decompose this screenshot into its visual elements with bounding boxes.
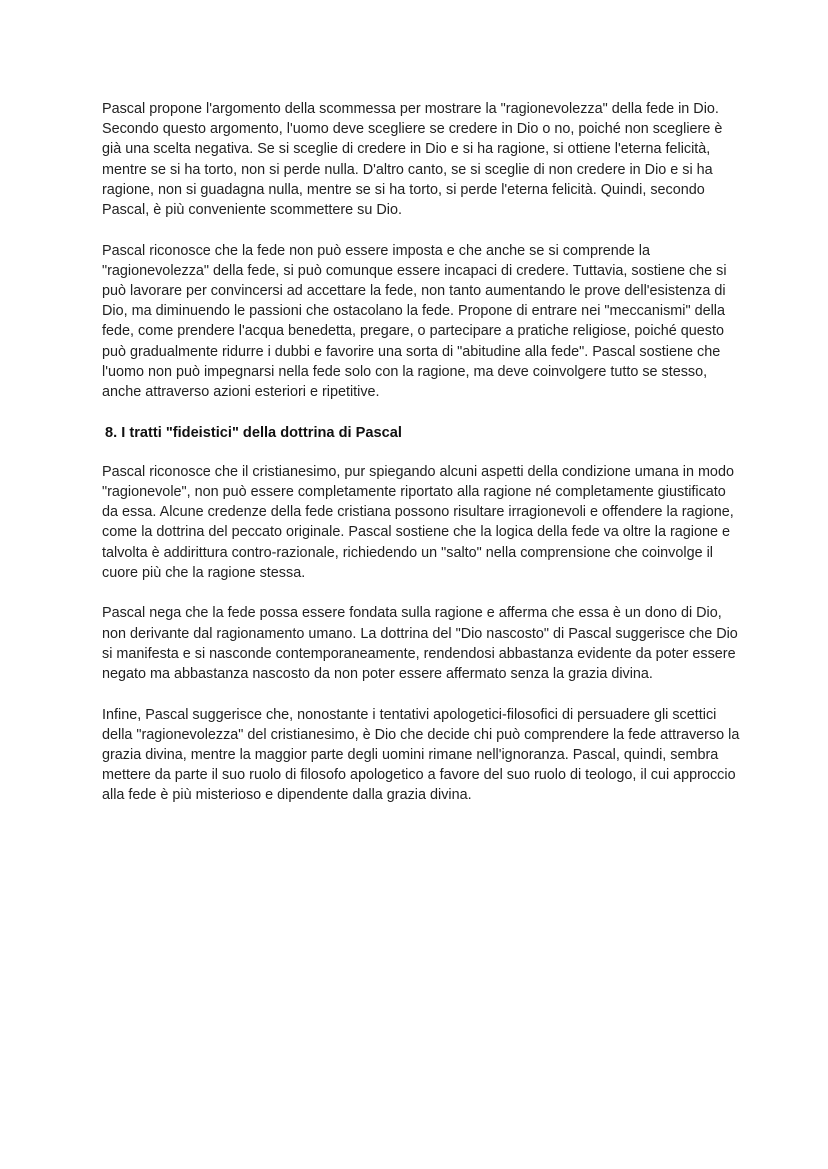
paragraph-divine-grace: Infine, Pascal suggerisce che, nonostante i tentativi apologetici-filosofici di persuadere gli scettici della "ragionevolezza" del cristianesimo, è Dio che decide chi può comprendere la fede attraverso la grazia divina, mentre la maggior parte degli uomini rimane nell'ignoranza. Pascal, quindi, sembra mettere da parte il suo ruolo di filosofo apologetico a favore del suo ruolo di teologo, il cui approccio alla fede è più misterioso e dipendente dalla grazia divina. bbox=[102, 706, 740, 804]
document-body bbox=[102, 99, 742, 826]
paragraph-christianity-reason: Pascal riconosce che il cristianesimo, pur spiegando alcuni aspetti della condizione umana in modo "ragionevole", non può essere completamente riportato alla ragione né completamente giustificato da essa. Alcune credenze della fede cristiana possono risultare irragionevoli e offendere la ragione, come la dottrina del peccato originale. Pascal sostiene che la logica della fede va oltre la ragione e talvolta è addirittura contro-razionale, richiedendo un "salto" nella comprensione che coinvolge il cuore più che la ragione stessa. bbox=[102, 463, 734, 581]
section-heading: 8. I tratti "fideistici" della dottrina di Pascal bbox=[105, 424, 402, 441]
paragraph-faith-habit: Pascal riconosce che la fede non può essere imposta e che anche se si comprende la "ragionevolezza" della fede, si può comunque essere incapaci di credere. Tuttavia, sostiene che si può lavorare per convincersi ad accettare la fede, non tanto aumentando le prove dell'esistenza di Dio, ma diminuendo le passioni che ostacolano la fede. Propone di entrare nei "meccanismi" della fede, come prendere l'acqua benedetta, pregare, o partecipare a pratiche religiose, poiché questo può gradualmente ridurre i dubbi e favorire una sorta di "abitudine alla fede". Pascal sostiene che l'uomo non può impegnarsi nella fede solo con la ragione, ma deve coinvolgere tutto se stesso, anche attraverso azioni esteriori e ripetitive. bbox=[102, 242, 727, 401]
paragraph-hidden-god: Pascal nega che la fede possa essere fondata sulla ragione e afferma che essa è un dono di Dio, non derivante dal ragionamento umano. La dottrina del "Dio nascosto" di Pascal suggerisce che Dio si manifesta e si nasconde contemporaneamente, rendendosi abbastanza evidente da poter essere negato ma abbastanza nascosto da non poter essere affermato senza la grazia divina. bbox=[102, 605, 738, 683]
paragraph-wager-argument: Pascal propone l'argomento della scommessa per mostrare la "ragionevolezza" della fede in Dio. Secondo questo argomento, l'uomo deve scegliere se credere in Dio o no, poiché non scegliere è già una scelta negativa. Se si sceglie di credere in Dio e si ha ragione, si ottiene l'eterna felicità, mentre se si ha torto, non si perde nulla. D'altro canto, se si sceglie di non credere in Dio e si ha ragione, non si guadagna nulla, mentre se si ha torto, si perde l'eterna felicità. Quindi, secondo Pascal, è più conveniente scommettere su Dio. bbox=[102, 101, 723, 219]
